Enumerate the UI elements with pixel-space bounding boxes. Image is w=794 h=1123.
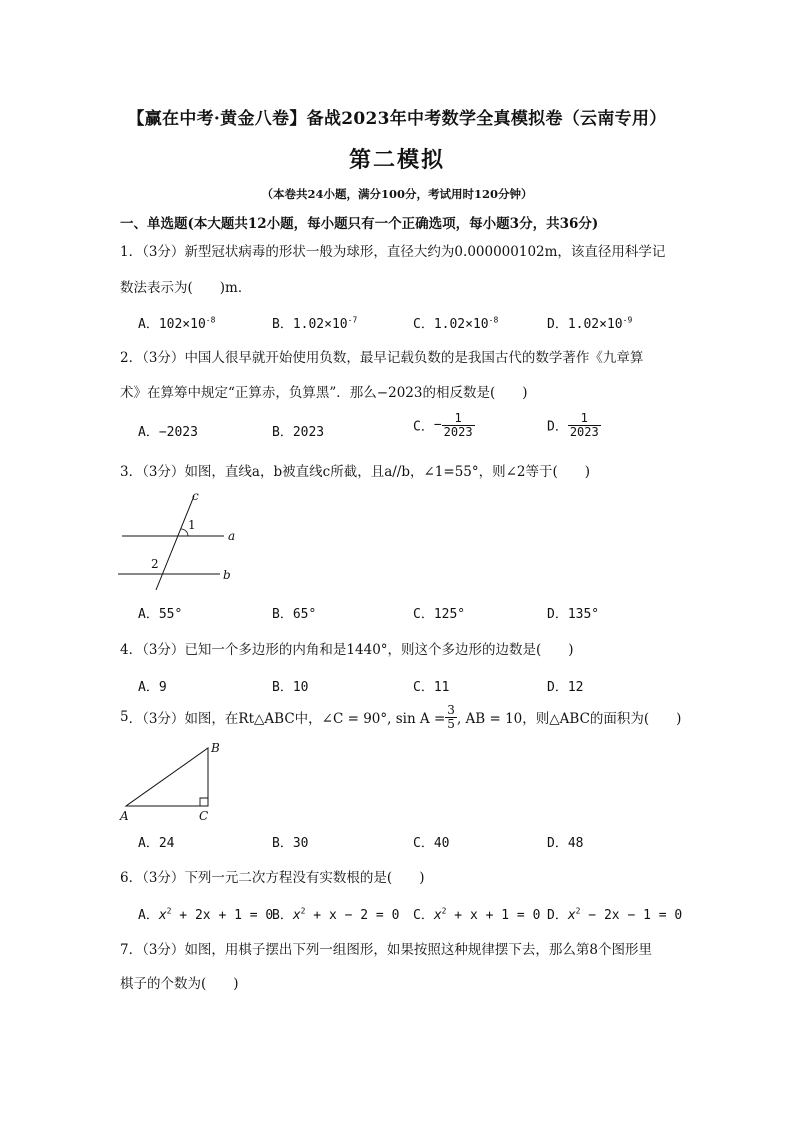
exam-title: 【赢在中考·黄金八卷】备战2023年中考数学全真模拟卷（云南专用） [127, 109, 667, 129]
q5-figure-right-triangle [116, 740, 226, 825]
label-B: B [211, 741, 220, 755]
label-b: b [223, 568, 231, 582]
q3-figure-parallel-lines [116, 486, 246, 590]
question-7: 7．（3分）如图，用棋子摆出下列一组图形，如果按照这种规律摆下去，那么第8个图形里 [120, 942, 653, 958]
q5-option-d[interactable]: D．48 [547, 836, 584, 851]
q4-option-b[interactable]: B．10 [272, 680, 309, 695]
question-2: 2．（3分）中国人很早就开始使用负数，最早记载负数的是我国古代的数学著作《九章算 [120, 350, 644, 366]
q4-option-a[interactable]: A．9 [138, 680, 167, 695]
question-2-line2: 术》在算筹中规定“正算赤，负算黑”．那么−2023的相反数是( ) [120, 385, 528, 401]
q4-option-d[interactable]: D．12 [547, 680, 584, 695]
label-a: a [228, 529, 236, 543]
q6-option-b[interactable]: B．$x^2 + x - 2 = 0$ [272, 906, 400, 923]
q1-option-a[interactable]: A．$102\times 10^{-8}$ [138, 315, 216, 332]
label-angle-2: 2 [151, 557, 159, 571]
q1-option-c[interactable]: C．$1.02\times 10^{-8}$ [413, 315, 499, 332]
q6-option-d[interactable]: D．$x^2 - 2x - 1 = 0$ [547, 906, 683, 923]
q6-option-a[interactable]: A．$x^2 + 2x + 1 = 0$ [138, 906, 274, 923]
q4-option-c[interactable]: C．11 [413, 680, 450, 695]
q6-option-c[interactable]: C．$x^2 + x + 1 = 0$ [413, 906, 541, 923]
q3-option-a[interactable]: A．55° [138, 607, 183, 622]
label-c: c [192, 489, 199, 503]
q2-option-c[interactable]: C．− $\frac{1}{2023}$ [413, 411, 473, 439]
question-1-line2: 数法表示为( )m． [120, 280, 252, 296]
question-1: 1．（3分）新型冠状病毒的形状一般为球形，直径大约为0.000000102m，该直径用科学记 [120, 244, 666, 260]
q5-option-c[interactable]: C．40 [413, 836, 450, 851]
label-A: A [120, 809, 129, 823]
exam-subtitle: 第二模拟 [348, 147, 445, 173]
q3-option-b[interactable]: B．65° [272, 607, 317, 622]
question-3: 3．（3分）如图，直线a，b被直线c所截，且a//b，∠1=55°，则∠2等于( ) [120, 464, 591, 480]
question-6: 6．（3分）下列一元二次方程没有实数根的是( ) [120, 870, 425, 886]
q5-option-a[interactable]: A．24 [138, 836, 175, 851]
question-4: 4．（3分）已知一个多边形的内角和是1440°，则这个多边形的边数是( ) [120, 642, 574, 658]
question-5: 5．（3分）如图，在Rt△ABC中，∠C = 90°, sin A = $\frac{3}{5}$ , AB = 10，则△ABC的面积为( ) [120, 703, 682, 731]
exam-note: （本卷共24小题，满分100分，考试用时120分钟） [261, 187, 533, 201]
q5-option-b[interactable]: B．30 [272, 836, 309, 851]
q3-option-c[interactable]: C．125° [413, 607, 466, 622]
q1-option-d[interactable]: D．$1.02\times 10^{-9}$ [547, 315, 633, 332]
q2-option-d[interactable]: D． $\frac{1}{2023}$ [547, 411, 599, 439]
q3-option-d[interactable]: D．135° [547, 607, 600, 622]
label-C: C [199, 809, 209, 823]
label-angle-1: 1 [188, 518, 196, 532]
q2-option-a[interactable]: A．−2023 [138, 425, 198, 440]
q2-option-b[interactable]: B．2023 [272, 425, 325, 440]
question-7-line2: 棋子的个数为( ) [120, 976, 239, 992]
section-heading: 一、单选题(本大题共12小题，每小题只有一个正确选项，每小题3分，共36分) [120, 216, 599, 232]
q1-option-b[interactable]: B．$1.02\times 10^{-7}$ [272, 315, 358, 332]
